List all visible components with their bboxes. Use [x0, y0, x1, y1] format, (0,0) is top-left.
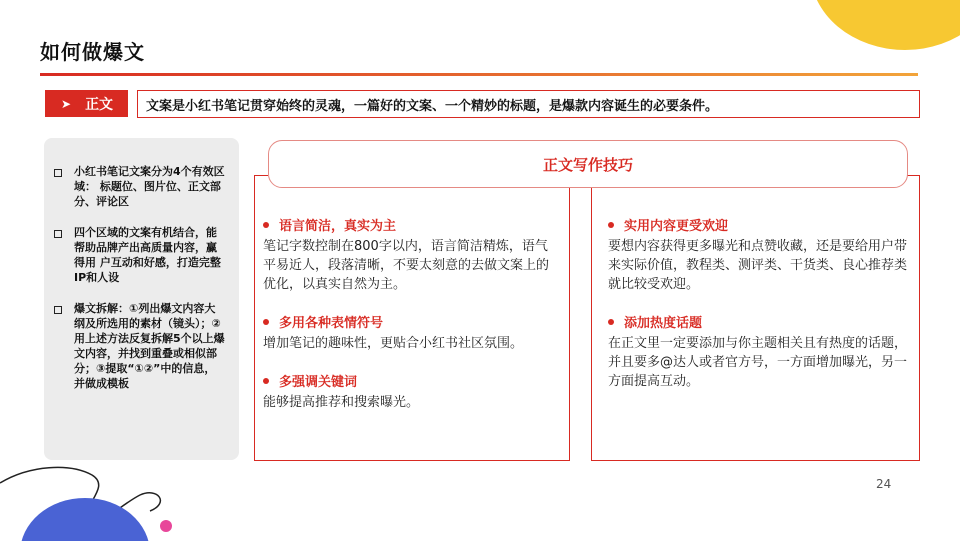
red-dot-icon [263, 378, 269, 384]
section-tag-label: 正文 [85, 96, 114, 113]
tips-header: 正文写作技巧 [268, 140, 908, 188]
red-dot-icon [263, 319, 269, 325]
title-divider [40, 73, 918, 76]
red-dot-icon [263, 222, 269, 228]
square-bullet-icon [54, 306, 62, 314]
decorative-yellow-circle [810, 0, 960, 50]
decorative-pink-dot [160, 520, 172, 532]
side-item-text: 小红书笔记文案分为4个有效区域： 标题位、图片位、正文部分、评论区 [74, 165, 225, 208]
side-panel [44, 138, 239, 460]
tip-title: 多用各种表情符号 [279, 316, 384, 331]
tip-item [263, 312, 559, 353]
tip-item [608, 312, 909, 391]
tip-item [263, 215, 559, 294]
tips-column-right [591, 175, 920, 461]
tip-body: 笔记字数控制在800字以内，语言简洁精炼，语气平易近人，段落清晰，不要太刻意的去做文案上的优化，以真实自然为主。 [263, 239, 550, 292]
side-list-item [54, 164, 225, 209]
square-bullet-icon [54, 169, 62, 177]
tip-body: 在正文里一定要添加与你主题相关且有热度的话题，并且要多@达人或者官方号，一方面增加曝光，另一方面提高互动。 [608, 336, 908, 389]
page-number: 24 [876, 477, 892, 491]
tip-body: 增加笔记的趣味性，更贴合小红书社区氛围。 [263, 336, 524, 351]
tip-body: 能够提高推荐和搜索曝光。 [263, 395, 420, 410]
red-dot-icon [608, 319, 614, 325]
tip-title: 语言简洁，真实为主 [279, 219, 397, 234]
red-dot-icon [608, 222, 614, 228]
arrow-right-icon: ➤ [61, 96, 72, 111]
section-tag [45, 90, 128, 117]
tip-title: 多强调关键词 [279, 375, 358, 390]
tip-body: 要想内容获得更多曝光和点赞收藏，还是要给用户带来实际价值，教程类、测评类、干货类、良心推荐类就比较受欢迎。 [608, 239, 908, 292]
intro-statement: 文案是小红书笔记贯穿始终的灵魂，一篇好的文案、一个精妙的标题，是爆款内容诞生的必要条件。 [137, 90, 920, 118]
tips-column-left [254, 175, 570, 461]
tip-title: 添加热度话题 [624, 316, 703, 331]
page-title: 如何做爆文 [40, 40, 145, 64]
side-list-item [54, 225, 225, 285]
tip-item [608, 215, 909, 294]
tip-title: 实用内容更受欢迎 [624, 219, 729, 234]
side-item-text: 四个区域的文案有机结合，能帮助品牌产出高质量内容，赢得用 户互动和好感，打造完整IP和人设 [74, 226, 221, 284]
side-list-item [54, 301, 225, 391]
side-item-text: 爆文拆解：①列出爆文内容大纲及所选用的素材（镜头）；②用上述方法反复拆解5个以上爆文内容，并找到重叠或相似部分；③提取“①②”中的信息，并做成模板 [74, 302, 225, 390]
square-bullet-icon [54, 230, 62, 238]
tip-item [263, 371, 559, 412]
